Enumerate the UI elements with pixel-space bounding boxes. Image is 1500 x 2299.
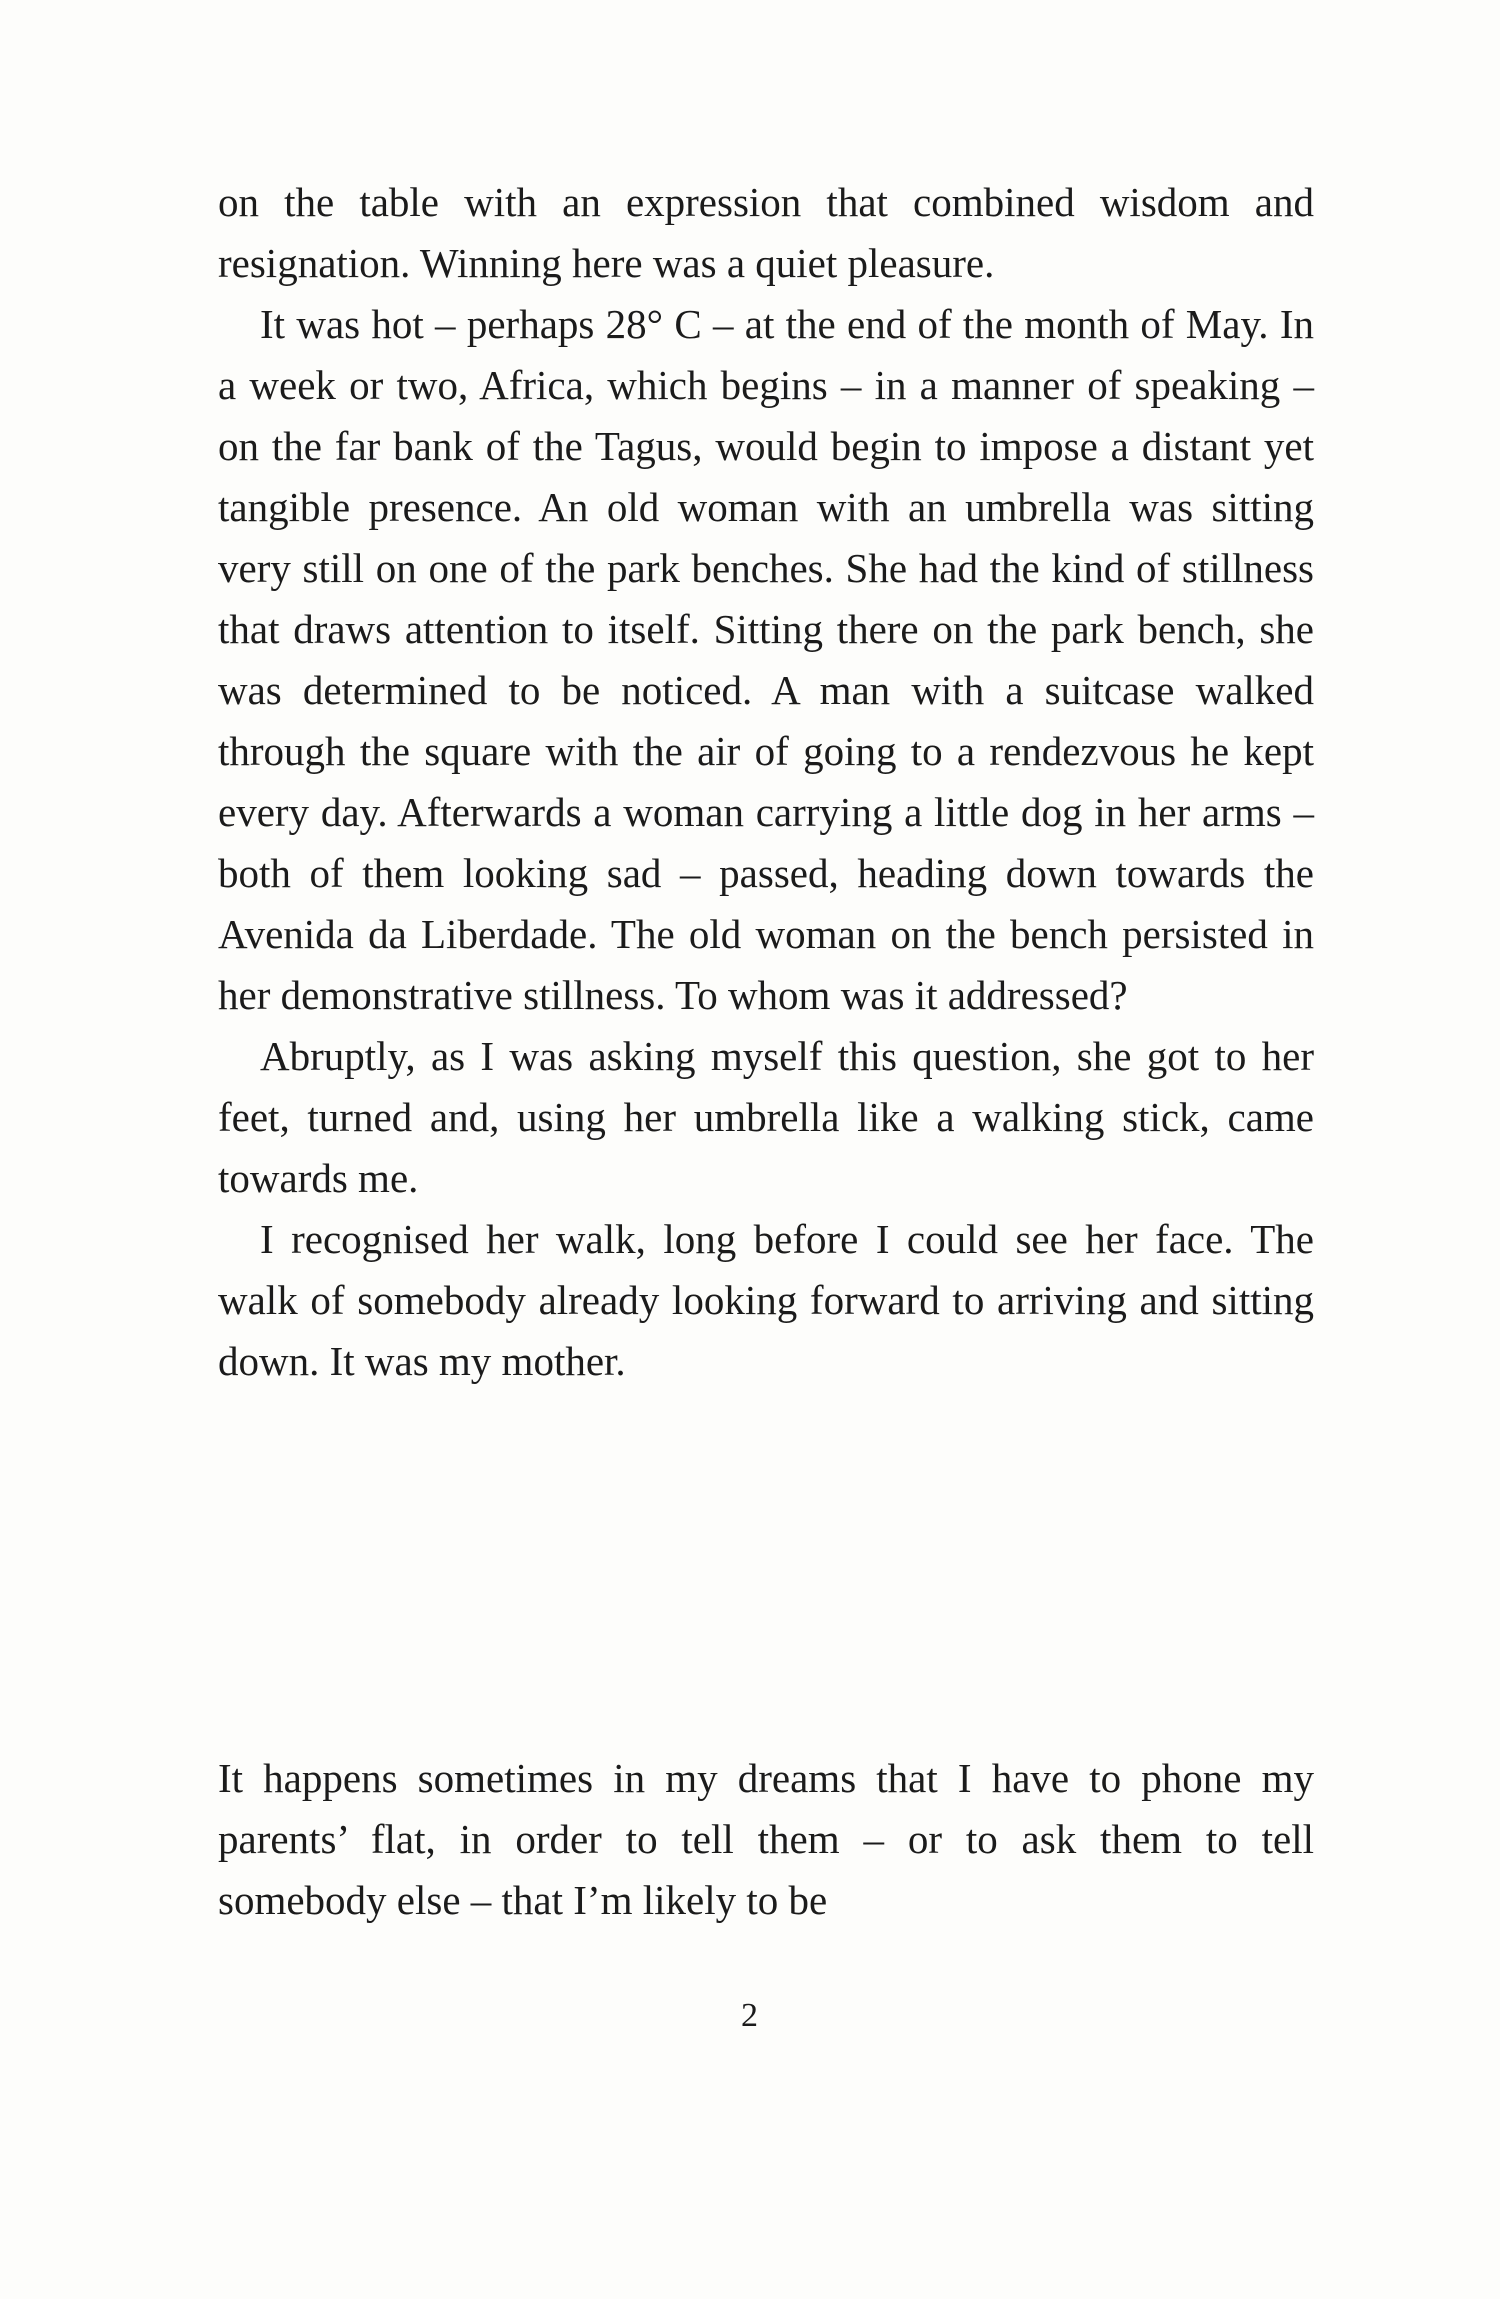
paragraph: I recognised her walk, long before I could see her face. The walk of somebody already looking forward to arriving and sitting down. It was my mother.: [218, 1216, 1314, 1384]
paragraph: Abruptly, as I was asking myself this question, she got to her feet, turned and, using her umbrella like a walking stick, came towards me.: [218, 1033, 1314, 1201]
page-number: 2: [741, 1997, 759, 2034]
paragraph: It was hot – perhaps 28° C – at the end of the month of May. In a week or two, Africa, which begins – in a manner of speaking – on the far bank of the Tagus, would begin to impose a distant yet tangible presence. An old woman with an umbrella was sitting very still on one of the park benches. She had the kind of stillness that draws attention to itself. Sitting there on the park bench, she was determined to be noticed. A man with a suitcase walked through the square with the air of going to a rendezvous he kept every day. Afterwards a woman carrying a little dog in her arms – both of them looking sad – passed, heading down towards the Avenida da Liberdade. The old woman on the bench persisted in her demonstrative stillness. To whom was it addressed?: [218, 301, 1314, 1018]
section-opening-paragraph: It happens sometimes in my dreams that I have to phone my parents’ flat, in order to tell them – or to ask them to tell somebody else – that I’m likely to be: [218, 1755, 1314, 1923]
main-text-block: [218, 172, 1314, 1392]
paragraph-continuation: on the table with an expression that combined wisdom and resignation. Winning here was a quiet pleasure.: [218, 179, 1314, 286]
new-section-text-block: [218, 1748, 1314, 1931]
